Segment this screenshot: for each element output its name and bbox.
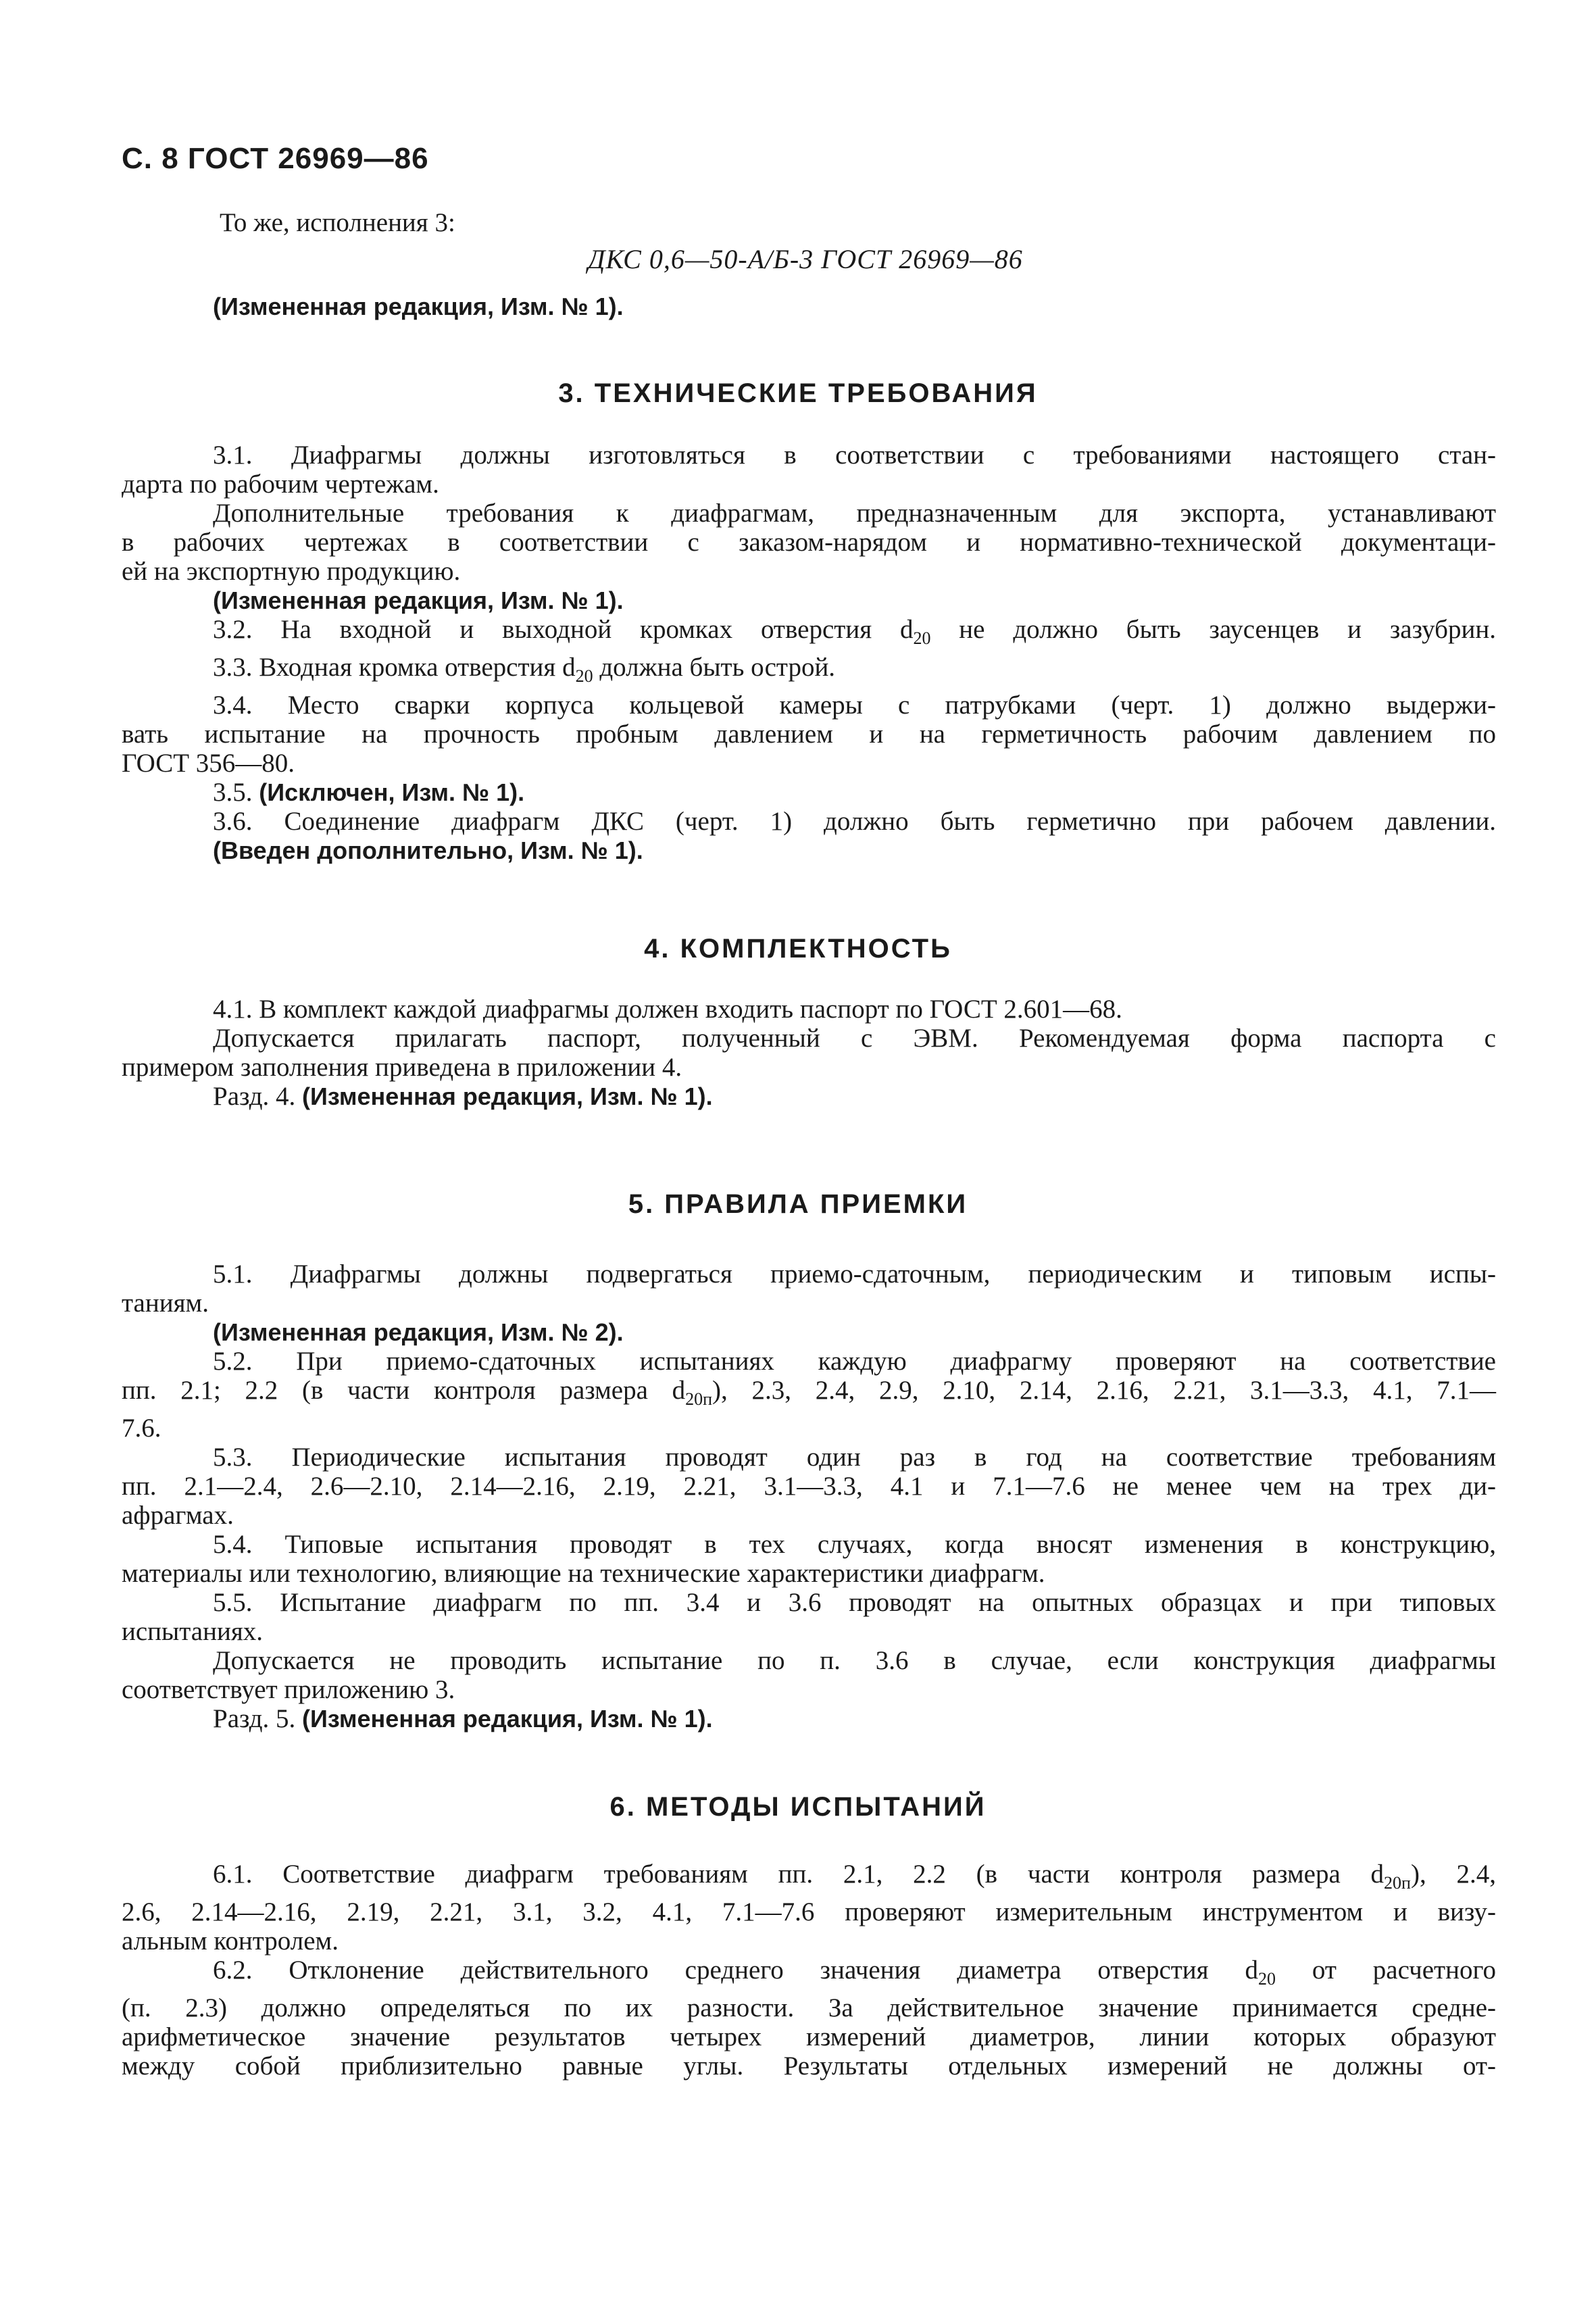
para-5-1-line2: таниям. (122, 1289, 209, 1318)
section-6-body (122, 1860, 1496, 2081)
section-4-note: Разд. 4. (Измененная редакция, Изм. № 1). (213, 1082, 713, 1111)
intro-line: То же, исполнения 3: (220, 208, 455, 237)
para-3-6: 3.6. Соединение диафрагм ДКС (черт. 1) должно быть герметично при рабочем давлении. (213, 806, 1496, 836)
para-3-4-line3: ГОСТ 356—80. (122, 748, 295, 778)
para-5-2-line3: 7.6. (122, 1413, 161, 1443)
edition-note: (Измененная редакция, Изм. № 1). (213, 293, 624, 320)
para-4-1: 4.1. В комплект каждой диафрагмы должен входить паспорт по ГОСТ 2.601—68. (213, 995, 1122, 1024)
para-6-2-line4: между собой приблизительно равные углы. Результаты отдельных измерений не должны от- (122, 2051, 1496, 2081)
para-3-1-line2: дарта по рабочим чертежам. (122, 470, 439, 499)
para-4-1-ext-line1: Допускается прилагать паспорт, полученный с ЭВМ. Рекомендуемая форма паспорта с (213, 1024, 1496, 1053)
note-3-6: (Введен дополнительно, Изм. № 1). (213, 836, 643, 864)
para-3-1-ext-line2: в рабочих чертежах в соответствии с заказом-нарядом и нормативно-технической документаци- (122, 528, 1496, 557)
intro-block (122, 208, 1496, 237)
para-3-4-line2: вать испытание на прочность пробным давлением и на герметичность рабочим давлением по (122, 719, 1496, 749)
section-5-note: Разд. 5. (Измененная редакция, Изм. № 1). (213, 1703, 713, 1733)
section-3-title: 3. ТЕХНИЧЕСКИЕ ТРЕБОВАНИЯ (558, 378, 1038, 408)
para-3-4-line1: 3.4. Место сварки корпуса кольцевой камеры с патрубками (черт. 1) должно выдержи- (213, 690, 1496, 720)
para-3-1-ext-line1: Дополнительные требования к диафрагмам, предназначенным для экспорта, устанавливают (213, 499, 1496, 528)
section-3-body (122, 441, 1496, 865)
para-5-2-line1: 5.2. При приемо-сдаточных испытаниях каждую диафрагму проверяют на соответствие (213, 1347, 1496, 1376)
para-5-5-ext-line2: соответствует приложению 3. (122, 1674, 455, 1704)
para-6-1-line1: 6.1. Соответствие диафрагм требованиям пп. 2.1, 2.2 (в части контроля размера $d_{20п}$), 2.4, (213, 1860, 1496, 1893)
para-6-1-line3: альным контролем. (122, 1926, 339, 1956)
para-4-1-ext-line2: примером заполнения приведена в приложении 4. (122, 1053, 682, 1082)
section-4-title: 4. КОМПЛЕКТНОСТЬ (644, 934, 952, 964)
para-5-3-line1: 5.3. Периодические испытания проводят один раз в год на соответствие требованиям (213, 1442, 1496, 1472)
para-6-2-line3: арифметическое значение результатов четырех измерений диаметров, линии которых образуют (122, 2022, 1496, 2051)
para-5-5-line2: испытаниях. (122, 1616, 264, 1646)
product-designation: ДКС 0,6—50-А/Б-3 ГОСТ 26969—86 (588, 244, 1023, 274)
para-5-3-line3: афрагмах. (122, 1500, 234, 1530)
section-4-body (122, 995, 1496, 1111)
para-6-2-line2: (п. 2.3) должно определяться по их разности. За действительное значение принимается средне- (122, 1993, 1496, 2022)
para-3-3: 3.3. Входная кромка отверстия $d_{20}$ должна быть острой. (213, 652, 836, 686)
section-6-title: 6. МЕТОДЫ ИСПЫТАНИЙ (609, 1792, 987, 1822)
para-3-1-line1: 3.1. Диафрагмы должны изготовляться в соответствии с требованиями настоящего стан- (213, 441, 1496, 470)
para-5-4-line1: 5.4. Типовые испытания проводят в тех случаях, когда вносят изменения в конструкцию, (213, 1529, 1496, 1559)
intro-note-block (122, 292, 1496, 321)
note-3-1: (Измененная редакция, Изм. № 1). (213, 587, 624, 614)
para-5-1-line1: 5.1. Диафрагмы должны подвергаться приемо-сдаточным, периодическим и типовым испы- (213, 1260, 1496, 1289)
section-5-body (122, 1260, 1496, 1733)
para-5-2-line2: пп. 2.1; 2.2 (в части контроля размера $d_{20п}$), 2.3, 2.4, 2.9, 2.10, 2.14, 2.16, 2.21, 3.1—3.3, 4.1, 7.1— (122, 1376, 1496, 1409)
para-5-4-line2: материалы или технологию, влияющие на технические характеристики диафрагм. (122, 1558, 1045, 1588)
para-6-2-line1: 6.2. Отклонение действительного среднего значения диаметра отверстия $d_{20}$ от расчетного (213, 1955, 1496, 1989)
para-3-2: 3.2. На входной и выходной кромках отверстия $d_{20}$ не должно быть заусенцев и зазубрин. (213, 615, 1496, 648)
para-3-1-ext-line3: ей на экспортную продукцию. (122, 557, 461, 586)
para-5-3-line2: пп. 2.1—2.4, 2.6—2.10, 2.14—2.16, 2.19, 2.21, 3.1—3.3, 4.1 и 7.1—7.6 не менее чем на трех ди- (122, 1471, 1496, 1501)
para-5-5-ext-line1: Допускается не проводить испытание по п. 3.6 в случае, если конструкция диафрагмы (213, 1645, 1496, 1675)
note-5-1: (Измененная редакция, Изм. № 2). (213, 1318, 624, 1346)
para-5-5-line1: 5.5. Испытание диафрагм по пп. 3.4 и 3.6 проводят на опытных образцах и при типовых (213, 1587, 1496, 1617)
section-5-title: 5. ПРАВИЛА ПРИЕМКИ (628, 1189, 968, 1219)
para-3-5: 3.5. (Исключен, Изм. № 1). (213, 777, 525, 807)
page-header: С. 8 ГОСТ 26969—86 (122, 142, 429, 175)
para-6-1-line2: 2.6, 2.14—2.16, 2.19, 2.21, 3.1, 3.2, 4.1, 7.1—7.6 проверяют измерительным инструментом и визу- (122, 1897, 1496, 1926)
